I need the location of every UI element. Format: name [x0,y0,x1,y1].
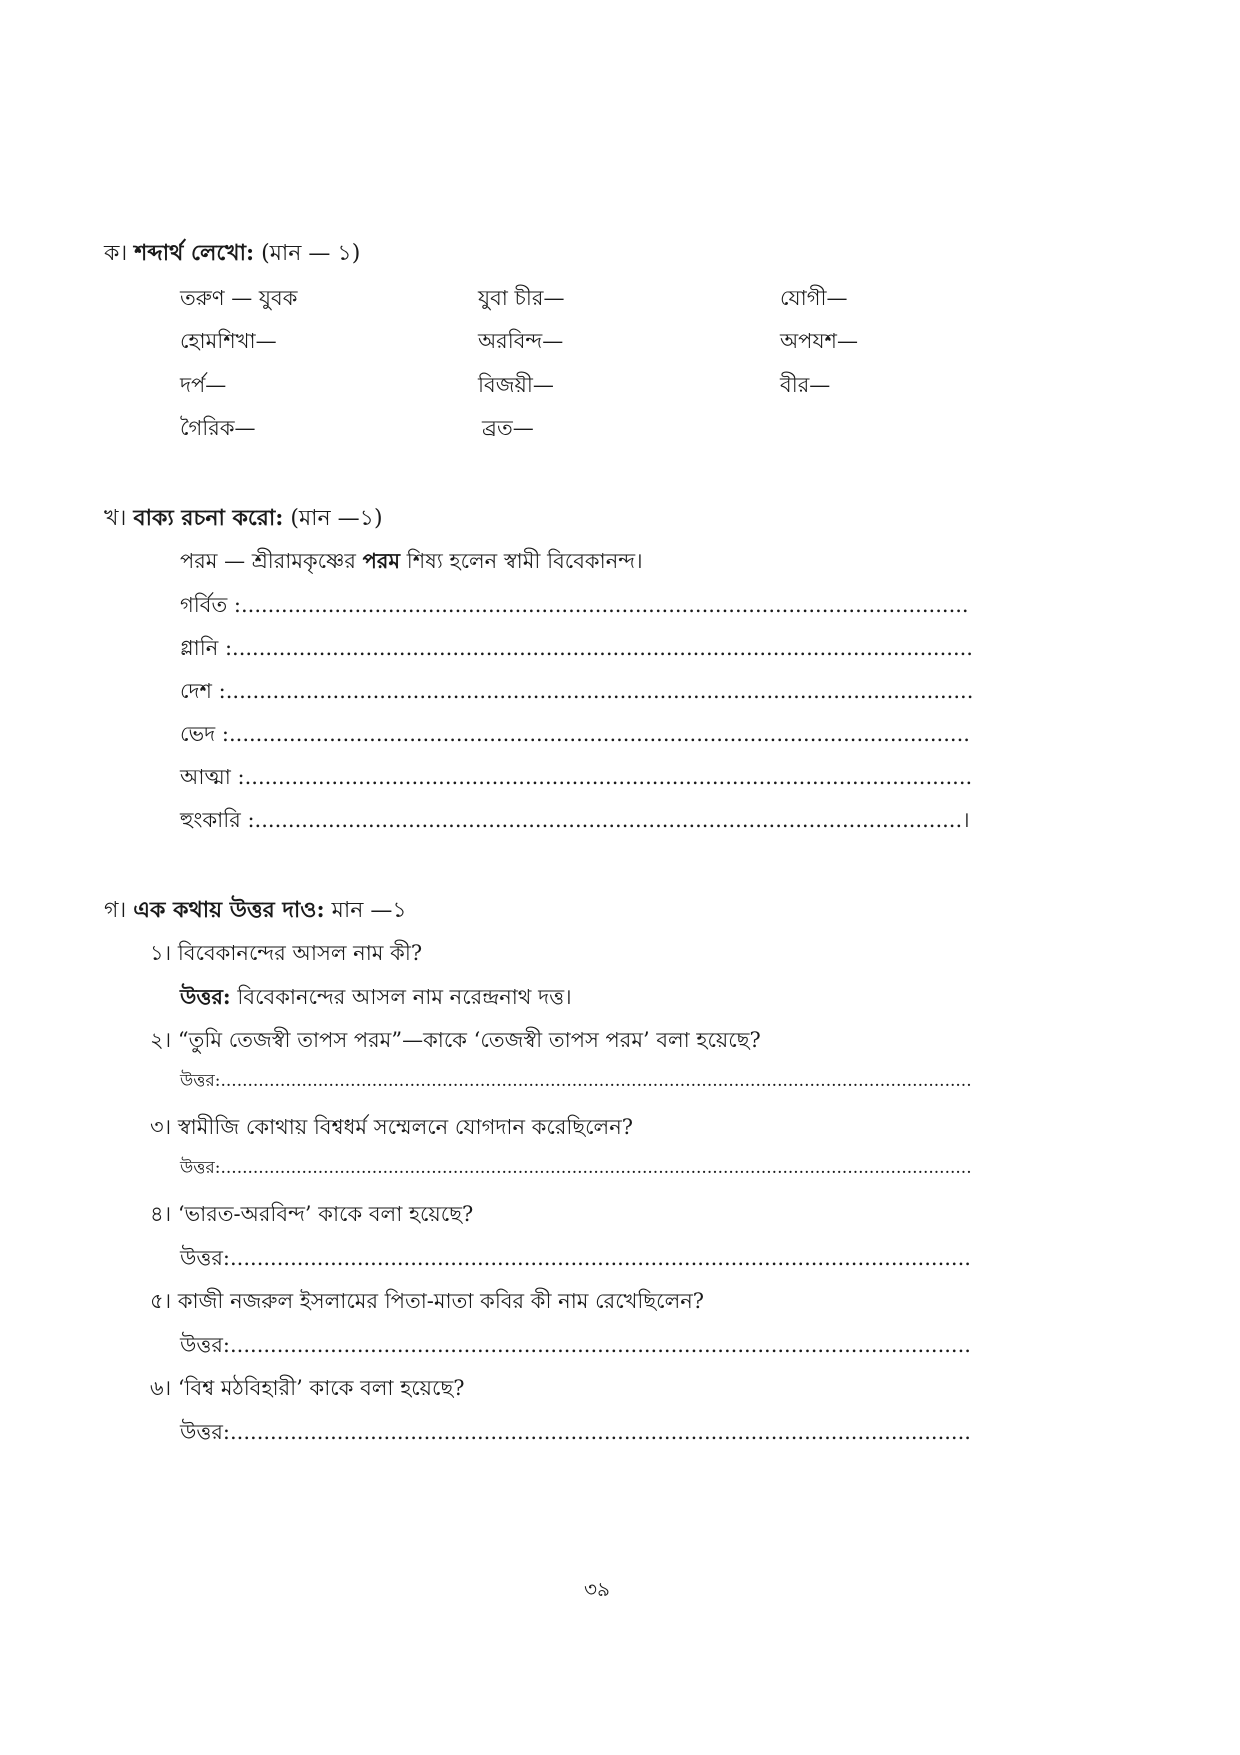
question-text: ‘ভারত-অরবিন্দ’ কাকে বলা হয়েছে? [177,1202,474,1226]
section-kha-label: খ। [104,506,127,531]
word-item: দর্প— [180,373,227,397]
question-text: স্বামীজি কোথায় বিশ্বধর্ম সম্মেলনে যোগদান করেছিলেন? [177,1115,633,1139]
answer-line[interactable]: উত্তর:........................................................................................................................................... [180,1158,972,1178]
sentence-word: আত্মা [180,765,231,789]
question-number: ১। [150,941,172,965]
example-post: শিষ্য হলেন স্বামী বিবেকানন্দ। [406,549,643,573]
question-number: ৫। [150,1289,172,1313]
section-ga-title: এক কথায় উত্তর দাও: [133,897,325,923]
question-item [150,1114,633,1140]
section-ka-title: শব্দার্থ লেখো: [134,240,255,266]
word-item: হোমশিখা— [180,329,277,353]
word-item: বিজয়ী— [478,373,554,397]
word-item: বীর— [780,373,831,397]
section-ga-heading [104,897,407,925]
example-pre: শ্রীরামকৃষ্ণের [251,549,356,573]
section-ga-marks: মান —১ [331,898,407,923]
word-item: যোগী— [780,286,848,310]
section-ka-marks: (মান — ১) [261,241,361,266]
sentence-word: দেশ [180,679,212,703]
question-number: ৬। [150,1376,172,1400]
question-item [150,1375,464,1401]
word-item: তরুণ — যুবক [180,286,298,310]
answer-dots: :..........................................................................................................। [247,808,970,832]
sentence-line[interactable] [180,678,973,704]
section-ka-heading [104,240,360,268]
word-item: অরবিন্দ— [478,329,564,353]
word-item: অপযশ— [780,329,858,353]
sentence-line[interactable] [180,807,970,833]
page-number: ৩৯ [584,1577,610,1601]
sentence-word: গ্লানি [180,636,219,660]
question-item [150,1027,761,1053]
example-sentence [180,548,643,574]
question-item [150,940,422,966]
word-item: যুবা চীর— [478,286,565,310]
example-bold-word: পরম [362,548,401,573]
section-ga-label: গ। [104,898,127,923]
answer-label: উত্তর: [180,984,231,1009]
example-dash: — [224,549,246,573]
question-text: বিবেকানন্দের আসল নাম কী? [177,941,423,965]
answer-line[interactable]: উত্তর:........................................................................................................................................... [180,1071,972,1091]
sentence-word: ভেদ [180,722,216,746]
sentence-line[interactable] [180,721,970,747]
answer-line[interactable]: উত্তর:............................................................................................................... [180,1333,971,1357]
section-kha-marks: (মান —১) [290,506,383,531]
answer-line[interactable]: উত্তর:............................................................................................................... [180,1246,971,1270]
section-kha-heading [104,505,383,533]
sentence-word: গর্বিত [180,593,228,617]
question-text: “তুমি তেজস্বী তাপস পরম”—কাকে ‘তেজস্বী তাপস পরম’ বলা হয়েছে? [177,1028,761,1052]
question-number: ৪। [150,1202,172,1226]
sentence-line[interactable] [180,592,969,618]
question-item [150,1201,473,1227]
answer-line[interactable]: উত্তর:............................................................................................................... [180,1420,971,1444]
sentence-line[interactable] [180,764,972,790]
question-number: ৩। [150,1115,172,1139]
section-kha-title: বাক্য রচনা করো: [133,505,284,531]
sentence-line[interactable] [180,635,973,661]
sample-answer-text: বিবেকানন্দের আসল নাম নরেন্দ্রনাথ দত্ত। [237,985,572,1009]
sample-answer [180,984,572,1010]
question-number: ২। [150,1028,172,1052]
example-word: পরম [180,549,218,573]
answer-dots: :............................................................................................................. [237,765,973,789]
answer-dots: :............................................................................................................... [221,722,970,746]
sentence-word: হুংকারি [180,808,241,832]
question-item [150,1288,704,1314]
answer-dots: :............................................................................................................... [224,636,973,660]
question-text: কাজী নজরুল ইসলামের পিতা-মাতা কবির কী নাম রেখেছিলেন? [177,1289,705,1313]
section-ka-label: ক। [104,241,128,266]
word-item: গৈরিক— [180,416,256,440]
answer-dots: :............................................................................................................. [233,593,969,617]
question-text: ‘বিশ্ব মঠবিহারী’ কাকে বলা হয়েছে? [177,1376,465,1400]
answer-dots: :................................................................................................................ [218,679,974,703]
word-item: ব্রত— [482,416,534,440]
